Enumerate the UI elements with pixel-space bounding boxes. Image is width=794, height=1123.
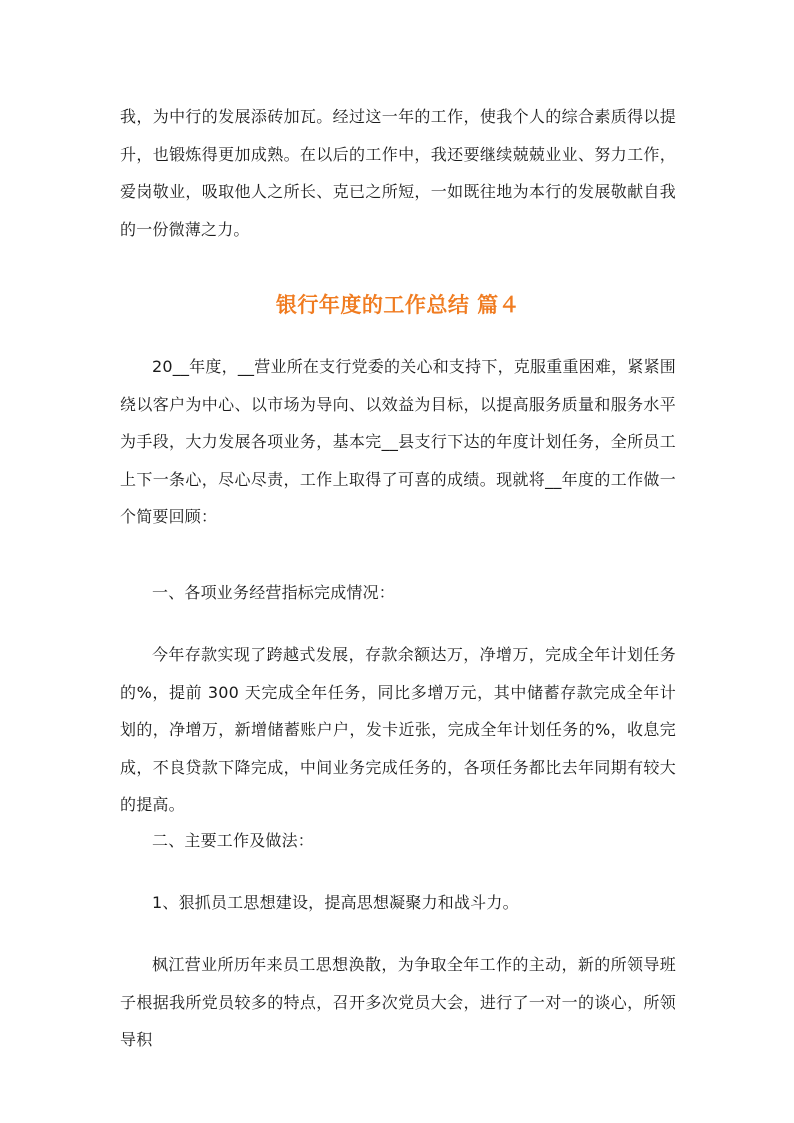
paragraph-section-one-title: 一、各项业务经营指标完成情况： [152,583,396,602]
paragraph-closing-summary: 我，为中行的发展添砖加瓦。经过这一年的工作，使我个人的综合素质得以提升，也锻炼得更加成熟。在以后的工作中，我还要继续兢兢业业、努力工作，爱岗敬业，吸取他人之所长、克已之所短，一如既往地为本行的发展敬献自我的一份微薄之力。 [120,107,676,239]
paragraph-intro: 20__年度，__营业所在支行党委的关心和支持下，克服重重困难，紧紧围绕以客户为中心、以市场为导向、以效益为目标，以提高服务质量和服务水平为手段，大力发展各项业务，基本完__县支行下达的年度计划任务，全所员工上下一条心，尽心尽责，工作上取得了可喜的成绩。现就将__年度的工作做一个简要回顾： [120,357,676,526]
section-heading: 银行年度的工作总结 篇４ [275,293,521,317]
paragraph-business-indicators: 今年存款实现了跨越式发展，存款余额达万，净增万，完成全年计划任务的%，提前 300 天完成全年任务，同比多增万元，其中储蓄存款完成全年计划的，净增万，新增储蓄账户户，发卡近张，完成全年计划任务的%，收息完成，不良贷款下降完成，中间业务完成任务的，各项任务都比去年同期有较大的提高。 [120,645,676,814]
paragraph-item-one-body: 枫江营业所历年来员工思想涣散，为争取全年工作的主动，新的所领导班子根据我所党员较多的特点，召开多次党员大会，进行了一对一的谈心，所领导积 [120,955,676,1049]
paragraph-item-one-title: 1、狠抓员工思想建设，提高思想凝聚力和战斗力。 [152,893,519,912]
paragraph-section-two-title: 二、主要工作及做法： [152,831,315,850]
